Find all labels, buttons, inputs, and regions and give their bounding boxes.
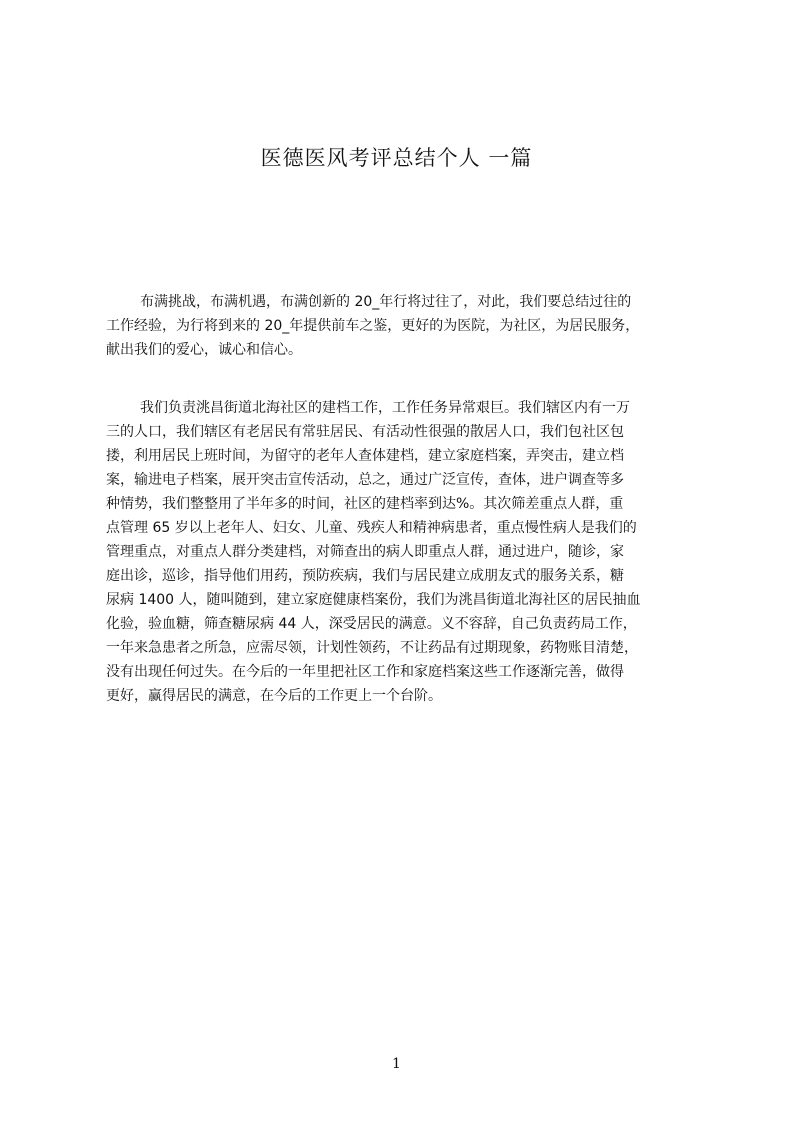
paragraph-line: 一年来急患者之所急，应需尽领，计划性领药，不让药品有过期现象，药物账目清楚， bbox=[106, 640, 638, 656]
paragraph-line: 种情势，我们整整用了半年多的时间，社区的建档率到达%。其次筛差重点人群，重 bbox=[106, 496, 624, 512]
paragraph-line: 三的人口，我们辖区有老居民有常驻居民、有活动性很强的散居人口，我们包社区包 bbox=[106, 424, 624, 440]
document-title: 医德医风考评总结个人 一篇 bbox=[260, 146, 533, 170]
paragraph-line: 化验，验血糖，筛查糖尿病 44 人，深受居民的满意。义不容辞，自己负责药局工作， bbox=[106, 616, 637, 632]
paragraph-line: 管理重点，对重点人群分类建档，对筛查出的病人即重点人群，通过进户，随诊，家 bbox=[106, 544, 624, 560]
paragraph-line: 搂，利用居民上班时间，为留守的老年人查体建档，建立家庭档案，弄突击，建立档 bbox=[106, 448, 624, 464]
paragraph-line: 献出我们的爱心，诚心和信心。 bbox=[106, 342, 302, 358]
page-number: 1 bbox=[392, 1056, 401, 1072]
paragraph-line: 点管理 65 岁以上老年人、妇女、儿童、残疾人和精神病患者，重点慢性病人是我们的 bbox=[106, 520, 637, 536]
paragraph-line: 尿病 1400 人，随叫随到，建立家庭健康档案份，我们为洮昌街道北海社区的居民抽血 bbox=[106, 592, 641, 608]
paragraph-line: 案，输进电子档案，展开突击宣传活动，总之，通过广泛宣传，查体，进户调查等多 bbox=[106, 472, 624, 488]
paragraph-line: 没有出现任何过失。在今后的一年里把社区工作和家庭档案这些工作逐渐完善，做得 bbox=[106, 664, 624, 680]
paragraph-1 bbox=[106, 290, 698, 362]
paragraph-2 bbox=[106, 396, 698, 708]
paragraph-line: 工作经验，为行将到来的 20_年提供前车之鉴，更好的为医院，为社区，为居民服务， bbox=[106, 318, 640, 334]
paragraph-line: 庭出诊，巡诊，指导他们用药，预防疾病，我们与居民建立成朋友式的服务关系，糖 bbox=[106, 568, 624, 584]
paragraph-line: 我们负责洮昌街道北海社区的建档工作，工作任务异常艰巨。我们辖区内有一万 bbox=[140, 400, 630, 416]
paragraph-line: 布满挑战，布满机遇，布满创新的 20_年行将过往了，对此，我们要总结过往的 bbox=[140, 294, 632, 310]
paragraph-line: 更好，赢得居民的满意，在今后的工作更上一个台阶。 bbox=[106, 688, 442, 704]
